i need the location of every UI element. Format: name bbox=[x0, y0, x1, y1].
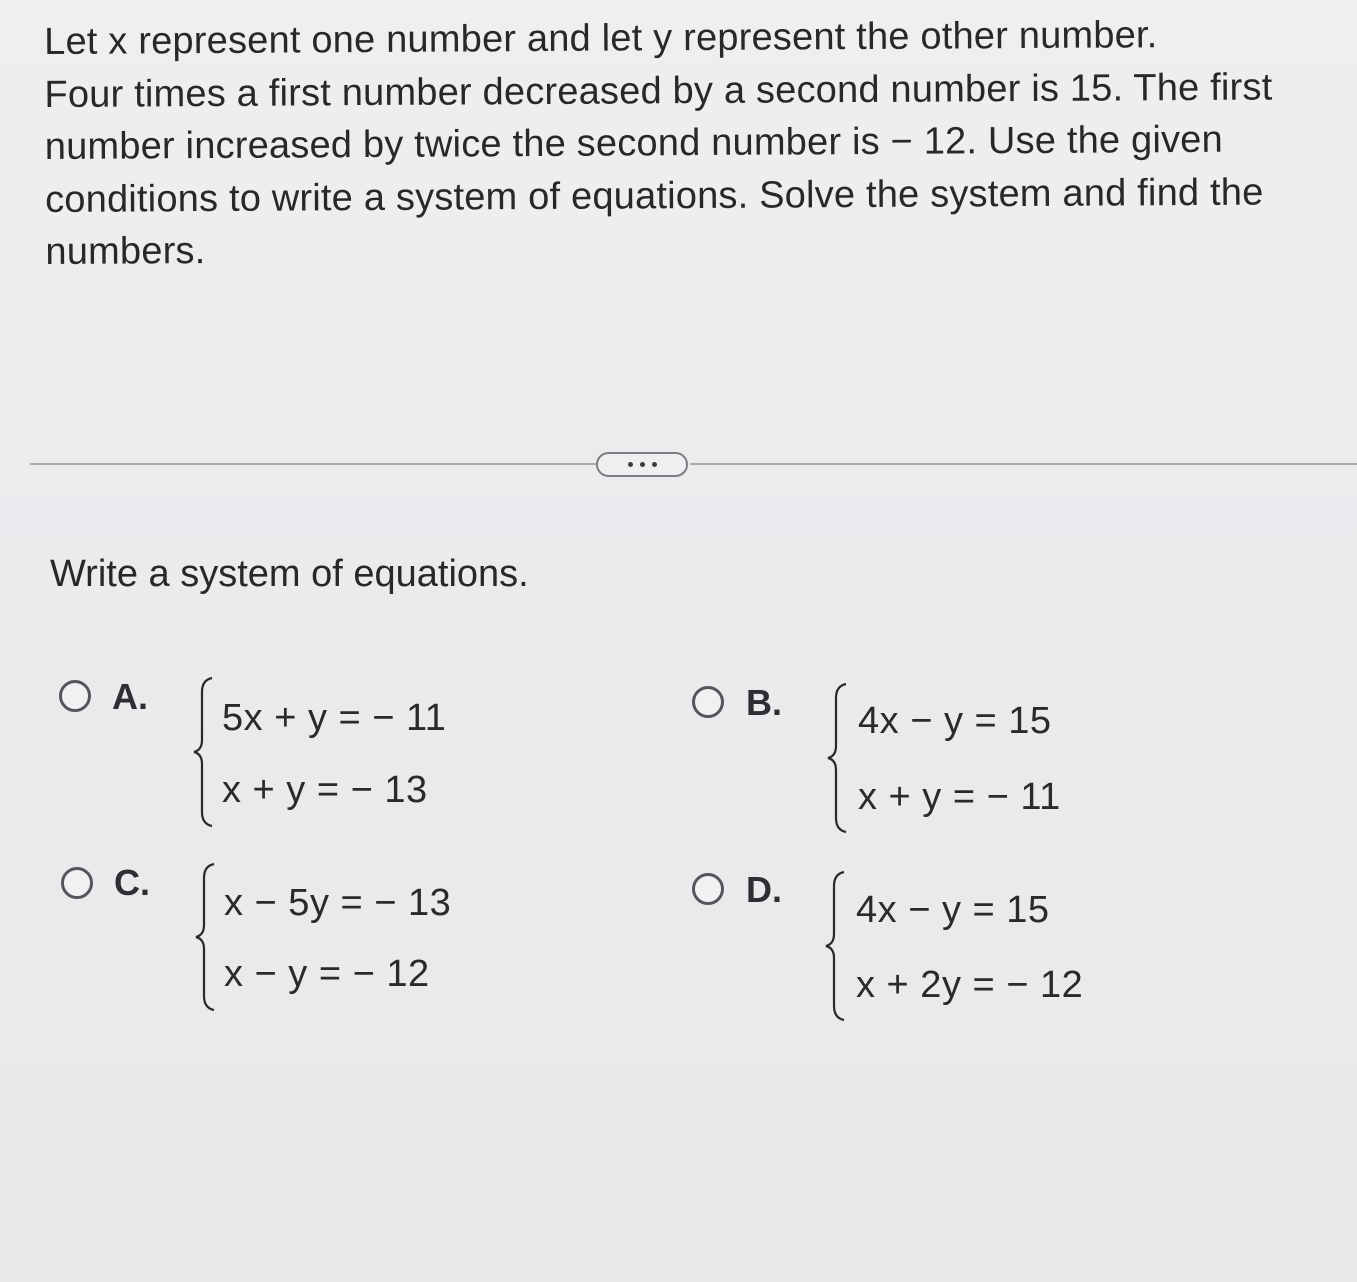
radio-button-b[interactable] bbox=[692, 686, 724, 718]
equation-a-2: x + y = − 13 bbox=[222, 769, 428, 811]
divider bbox=[30, 463, 596, 465]
equation-a-1: 5x + y = − 11 bbox=[222, 697, 447, 739]
choice-letter-d: D. bbox=[746, 869, 782, 910]
question-line: number increased by twice the second number is − 12. Use the given bbox=[44, 118, 1224, 168]
question-line: conditions to write a system of equations. Solve the system and find the bbox=[44, 171, 1264, 221]
radio-button-c[interactable] bbox=[61, 867, 93, 899]
choice-letter-a: A. bbox=[112, 676, 148, 717]
brace-icon bbox=[824, 870, 846, 1022]
brace-icon bbox=[194, 862, 216, 1012]
brace-icon bbox=[826, 682, 848, 834]
equation-b-1: 4x − y = 15 bbox=[858, 700, 1052, 742]
question-line: Four times a first number decreased by a second number is 15. The first bbox=[44, 65, 1273, 116]
prompt-text: Write a system of equations. bbox=[50, 553, 529, 595]
more-dots-icon bbox=[628, 462, 657, 467]
equation-c-2: x − y = − 12 bbox=[224, 953, 430, 995]
equation-d-1: 4x − y = 15 bbox=[856, 889, 1050, 931]
radio-button-d[interactable] bbox=[692, 873, 724, 905]
choice-letter-c: C. bbox=[114, 862, 150, 903]
equation-c-1: x − 5y = − 13 bbox=[224, 882, 452, 924]
brace-icon bbox=[192, 676, 214, 828]
radio-button-a[interactable] bbox=[59, 680, 91, 712]
choice-letter-b: B. bbox=[746, 682, 782, 723]
question-text bbox=[44, 8, 1341, 278]
equation-b-2: x + y = − 11 bbox=[858, 776, 1061, 818]
question-line: numbers. bbox=[45, 230, 206, 273]
equation-d-2: x + 2y = − 12 bbox=[856, 964, 1084, 1006]
question-line: Let x represent one number and let y represent the other number. bbox=[44, 14, 1158, 63]
divider bbox=[690, 463, 1357, 465]
expand-button[interactable] bbox=[596, 452, 688, 477]
